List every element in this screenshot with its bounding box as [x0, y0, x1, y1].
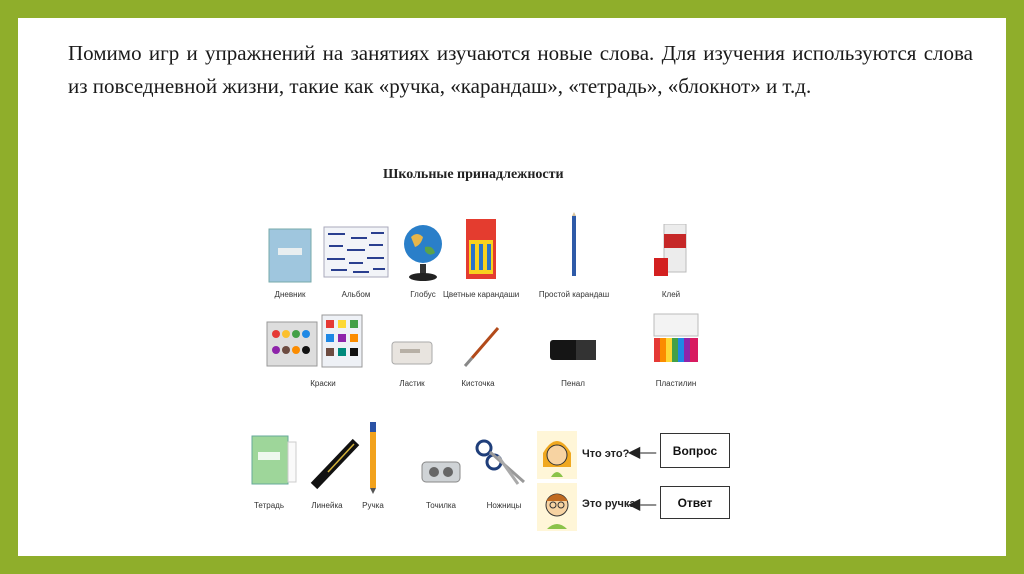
- caption-album: Альбом: [341, 290, 371, 299]
- caption-plasticine: Пластилин: [655, 379, 697, 388]
- notebook-image: [250, 434, 298, 486]
- paints-image: [266, 314, 366, 370]
- caption-paints: Краски: [310, 379, 336, 388]
- eraser-image: [390, 338, 434, 366]
- caption-sharpener: Точилка: [426, 501, 456, 510]
- caption-colored-pencils: Цветные карандаши: [443, 290, 520, 299]
- question-label-box: Вопрос: [660, 433, 730, 468]
- album-image: [323, 226, 389, 278]
- diary-image: [268, 228, 312, 283]
- answer-face-icon: [537, 483, 577, 531]
- answer-bubble: Это ручка: [582, 498, 636, 510]
- simple-pencil-image: [570, 212, 578, 278]
- answer-label-box: Ответ: [660, 486, 730, 519]
- scissors-image: [474, 436, 528, 486]
- intro-paragraph: Помимо игр и упражнений на занятиях изучаются новые слова. Для изучения используются слова из повседневной жизни, такие как «ручка, «карандаш», «тетрадь», «блокнот» и т.д.: [68, 41, 973, 98]
- caption-notebook: Тетрадь: [253, 501, 285, 510]
- answer-arrow: ◀—: [628, 496, 657, 513]
- pencil-case-image: [548, 336, 598, 364]
- caption-globe: Глобус: [410, 290, 436, 299]
- pen-image: [366, 422, 380, 494]
- caption-brush: Кисточка: [461, 379, 495, 388]
- caption-glue: Клей: [661, 290, 681, 299]
- caption-pencil-case: Пенал: [561, 379, 585, 388]
- question-arrow: ◀—: [628, 444, 657, 461]
- question-bubble: Что это?: [582, 448, 630, 460]
- glue-image: [650, 224, 692, 276]
- brush-image: [460, 324, 504, 368]
- colored-pencils-image: [465, 218, 497, 280]
- globe-image: [401, 221, 445, 283]
- plasticine-image: [652, 312, 700, 366]
- figure-title: Школьные принадлежности: [383, 167, 564, 182]
- caption-eraser: Ластик: [399, 379, 425, 388]
- question-face-icon: [537, 431, 577, 479]
- caption-scissors: Ножницы: [486, 501, 522, 510]
- caption-ruler: Линейка: [311, 501, 343, 510]
- sharpener-image: [420, 456, 462, 486]
- caption-diary: Дневник: [274, 290, 306, 299]
- slide: [18, 18, 1006, 556]
- caption-pen: Ручка: [362, 501, 384, 510]
- caption-simple-pencil: Простой карандаш: [538, 290, 610, 299]
- ruler-image: [308, 438, 360, 490]
